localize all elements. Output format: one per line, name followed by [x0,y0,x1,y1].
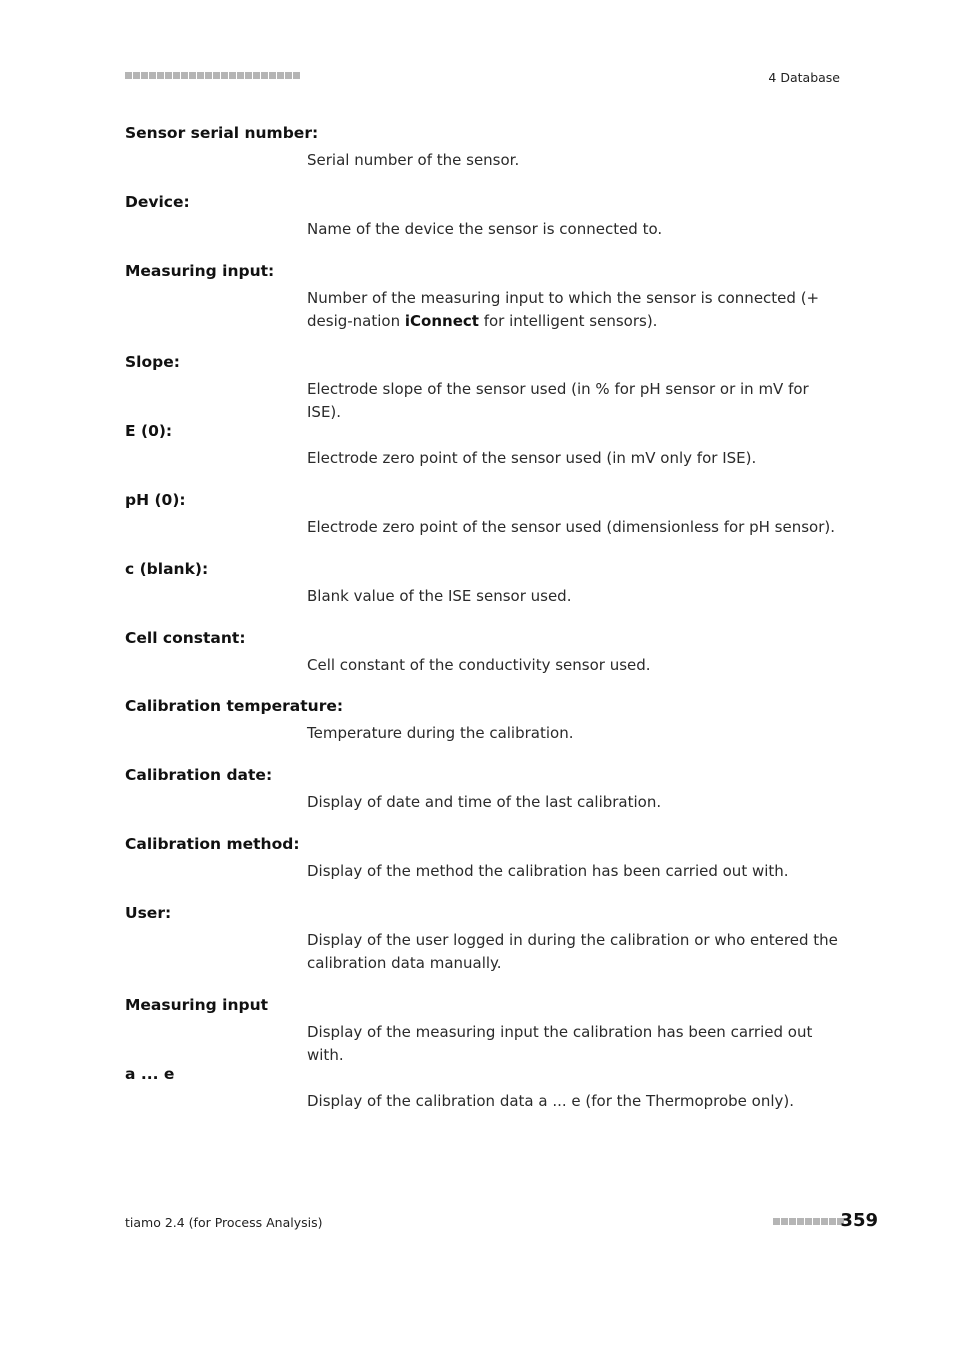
description: Name of the device the sensor is connected to. [307,220,663,238]
header-decoration [125,72,300,80]
term: Calibration method: [125,835,300,853]
entry-sensor-serial-number [125,122,841,191]
entry-e0 [125,420,841,489]
description: Electrode zero point of the sensor used (in mV only for ISE). [307,449,757,467]
term: a ... e [125,1065,175,1083]
entry-measuring-input [125,260,841,351]
entry-user [125,902,841,994]
term: c (blank): [125,560,209,578]
description: Temperature during the calibration. [307,724,574,742]
entry-slope [125,351,841,420]
description-part: Number of the measuring input to which the sensor is connected (+ desig-nation [307,289,820,330]
term: Calibration date: [125,766,273,784]
term: Device: [125,193,190,211]
term: Calibration temperature: [125,697,344,715]
description: Blank value of the ISE sensor used. [307,587,572,605]
footer-decoration [773,1218,844,1225]
entry-cell-constant [125,627,841,695]
entry-calibration-method [125,833,841,902]
description: Display of the method the calibration has been carried out with. [307,862,789,880]
entry-device [125,191,841,260]
term: User: [125,904,172,922]
description: Display of the calibration data a ... e (for the Thermoprobe only). [307,1092,795,1110]
description: Cell constant of the conductivity sensor used. [307,656,651,674]
term: Cell constant: [125,629,246,647]
entry-a-to-e [125,1063,841,1132]
header-chapter: 4 Database [768,70,840,85]
page-number: 359 [840,1210,878,1231]
description-bold: iConnect [404,311,479,330]
term: E (0): [125,422,173,440]
entry-measuring-input-calibration [125,994,841,1063]
term: pH (0): [125,491,186,509]
description [307,287,841,332]
entry-ph0 [125,489,841,558]
footer-product: tiamo 2.4 (for Process Analysis) [125,1215,323,1230]
term: Slope: [125,353,180,371]
entry-c-blank [125,558,841,627]
entry-calibration-temperature [125,695,841,764]
description: Serial number of the sensor. [307,151,520,169]
description: Display of date and time of the last calibration. [307,793,662,811]
description: Electrode zero point of the sensor used (dimensionless for pH sensor). [307,518,836,536]
description: Display of the user logged in during the calibration or who entered the calibration data manually. [307,931,838,972]
term: Measuring input [125,996,269,1014]
description-part: for intelligent sensors). [478,311,658,330]
description: Electrode slope of the sensor used (in % for pH sensor or in mV for ISE). [307,380,809,421]
term: Measuring input: [125,262,275,280]
term: Sensor serial number: [125,124,319,142]
definition-list [125,122,841,1132]
description: Display of the measuring input the calibration has been carried out with. [307,1023,813,1064]
entry-calibration-date [125,764,841,833]
